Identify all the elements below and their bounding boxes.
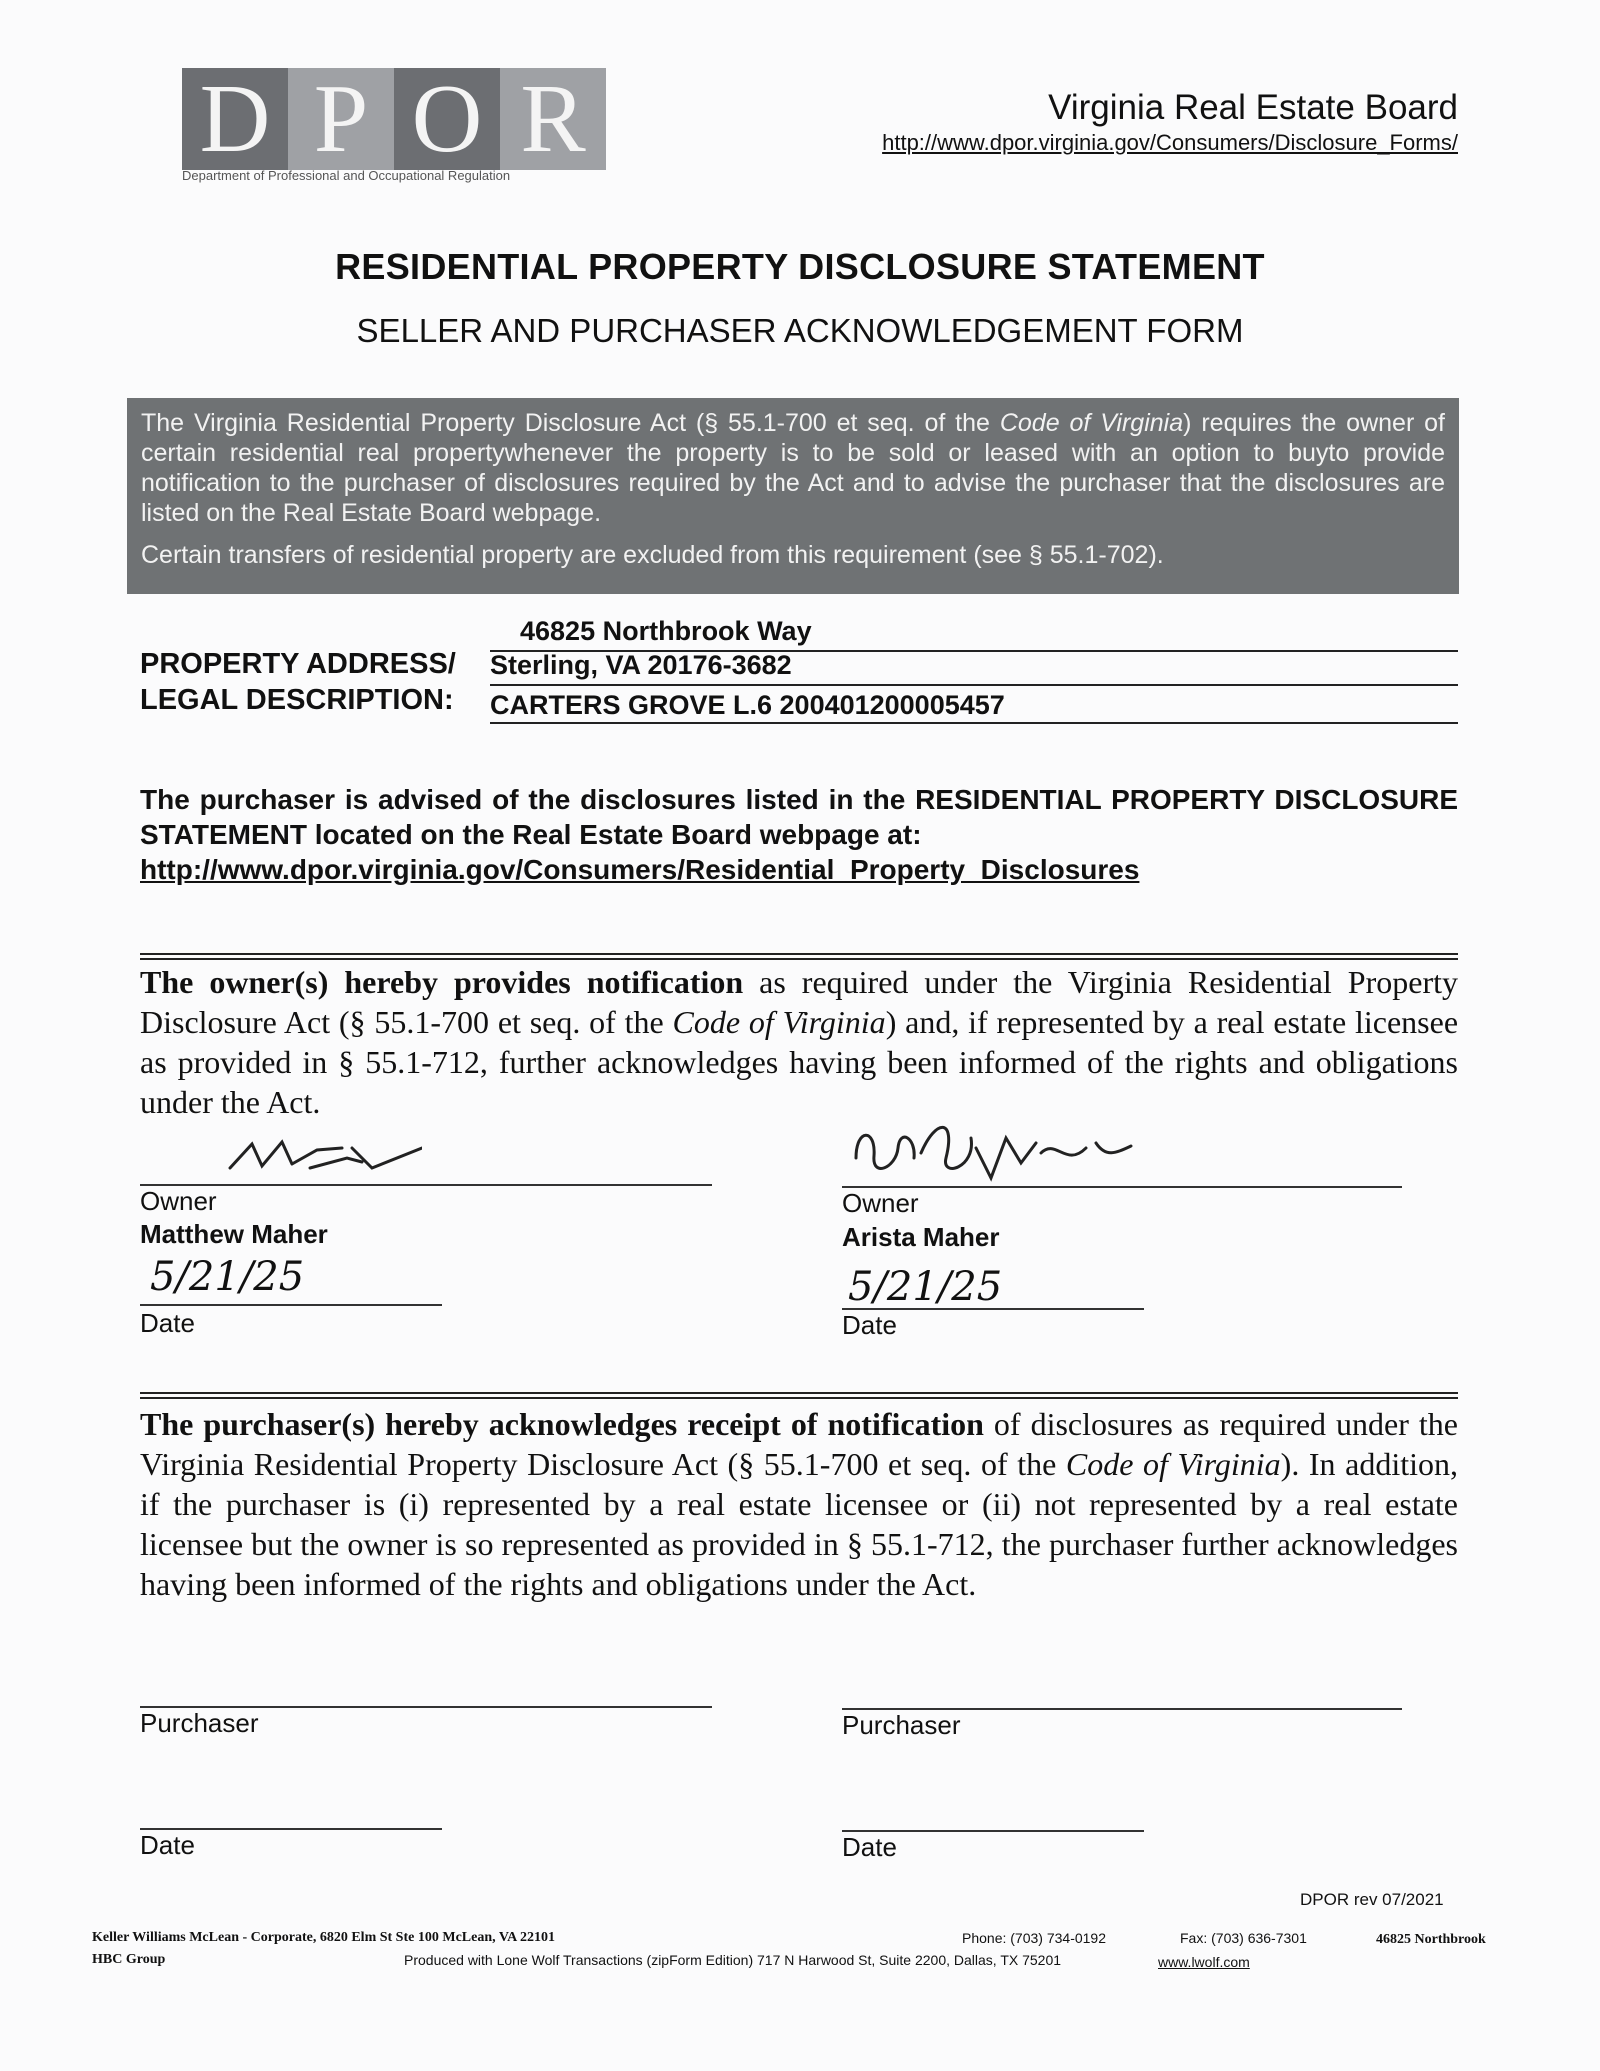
- owner-2-date-label: Date: [842, 1310, 897, 1340]
- board-url-link[interactable]: http://www.dpor.virginia.gov/Consumers/Disclosure_Forms/: [882, 130, 1458, 155]
- logo-subtitle: Department of Professional and Occupational Regulation: [182, 168, 511, 183]
- owner-1-name: Matthew Maher: [140, 1219, 328, 1249]
- owner-1-signature-line: [140, 1184, 712, 1186]
- section-divider-1: [140, 953, 1458, 960]
- board-title: Virginia Real Estate Board: [1048, 88, 1458, 127]
- logo-letter-p: P: [288, 68, 394, 170]
- revision-label: DPOR rev 07/2021: [1300, 1890, 1444, 1909]
- page-title: RESIDENTIAL PROPERTY DISCLOSURE STATEMENT: [335, 246, 1265, 287]
- footer-group: HBC Group: [92, 1952, 166, 1967]
- purchaser-advisory: The purchaser is advised of the disclosures listed in the RESIDENTIAL PROPERTY DISCLOSURE STATEMENT located on the Real Estate Board webpage at: http://www.dpor.virginia.gov/Consumers/Residential_Property_Disclosures: [140, 784, 1458, 885]
- page-subtitle: SELLER AND PURCHASER ACKNOWLEDGEMENT FORM: [356, 312, 1244, 349]
- owner-2-label: Owner: [842, 1188, 919, 1218]
- owner-2-date-value: 5/21/25: [848, 1264, 1003, 1310]
- disclosures-link[interactable]: http://www.dpor.virginia.gov/Consumers/Residential_Property_Disclosures: [140, 854, 1140, 885]
- info-paragraph-2: Certain transfers of residential property are excluded from this requirement (see § 55.1-702).: [141, 541, 1164, 569]
- owner-1-signature: [222, 1128, 422, 1188]
- owner-1-label: Owner: [140, 1186, 217, 1216]
- logo-letter-d: D: [182, 68, 288, 170]
- legal-description-value: CARTERS GROVE L.6 200401200005457: [490, 690, 1005, 720]
- info-box: [127, 398, 1459, 594]
- footer-property-ref: 46825 Northbrook: [1376, 1932, 1486, 1947]
- info-paragraph-1: The Virginia Residential Property Disclosure Act (§ 55.1-700 et seq. of the Code of Virginia) requires the owner of certain residential real propertywhenever the property is to be sold or leased with an option to buyto provide notification to the purchaser of disclosures required by the Act and to advise the purchaser that the disclosures are listed on the Real Estate Board webpage.: [141, 409, 1446, 527]
- legal-description-rule: [490, 722, 1458, 724]
- address-line-1: 46825 Northbrook Way: [520, 616, 812, 646]
- owner-2-signature-line: [842, 1186, 1402, 1188]
- purchaser-2-label: Purchaser: [842, 1710, 961, 1740]
- dpor-logo: [182, 65, 608, 188]
- owner-1-date-line: [140, 1304, 442, 1306]
- owner-notification-paragraph: The owner(s) hereby provides notification as required under the Virginia Residential Property Disclosure Act (§ 55.1-700 et seq. of the Code of Virginia) and, if represented by a real estate licensee as provided in § 55.1-712, further acknowledges having been informed of the rights and obligations under the Act.: [140, 964, 1459, 1120]
- logo-letter-o: O: [394, 68, 500, 170]
- address-line-2-rule: [490, 684, 1458, 686]
- purchaser-2-date-label: Date: [842, 1832, 897, 1862]
- address-line-2: Sterling, VA 20176-3682: [490, 650, 792, 680]
- owner-1-date-value: 5/21/25: [150, 1254, 305, 1300]
- purchaser-1-label: Purchaser: [140, 1708, 259, 1738]
- logo-letter-r: R: [500, 68, 606, 170]
- footer-fax: Fax: (703) 636-7301: [1180, 1930, 1307, 1946]
- purchaser-1-date-label: Date: [140, 1830, 195, 1860]
- section-divider-2: [140, 1392, 1458, 1399]
- footer-produced: Produced with Lone Wolf Transactions (zipForm Edition) 717 N Harwood St, Suite 2200, Dallas, TX 75201: [404, 1952, 1062, 1968]
- owner-1-date-label: Date: [140, 1308, 195, 1338]
- owner-2-name: Arista Maher: [842, 1222, 1000, 1252]
- purchaser-acknowledgement-paragraph: The purchaser(s) hereby acknowledges receipt of notification of disclosures as required under the Virginia Residential Property Disclosure Act (§ 55.1-700 et seq. of the Code of Virginia). In addition, if the purchaser is (i) represented by a real estate licensee or (ii) not represented by a real estate licensee but the owner is so represented as provided in § 55.1-712, the purchaser further acknowledges having been informed of the rights and obligations under the Act.: [140, 1406, 1459, 1602]
- property-address-label: PROPERTY ADDRESS/: [140, 648, 456, 680]
- footer-lwolf-link[interactable]: www.lwolf.com: [1158, 1954, 1250, 1970]
- footer-company: Keller Williams McLean - Corporate, 6820 Elm St Ste 100 McLean, VA 22101: [92, 1930, 556, 1945]
- footer-phone: Phone: (703) 734-0192: [962, 1930, 1106, 1946]
- legal-description-label: LEGAL DESCRIPTION:: [140, 684, 454, 716]
